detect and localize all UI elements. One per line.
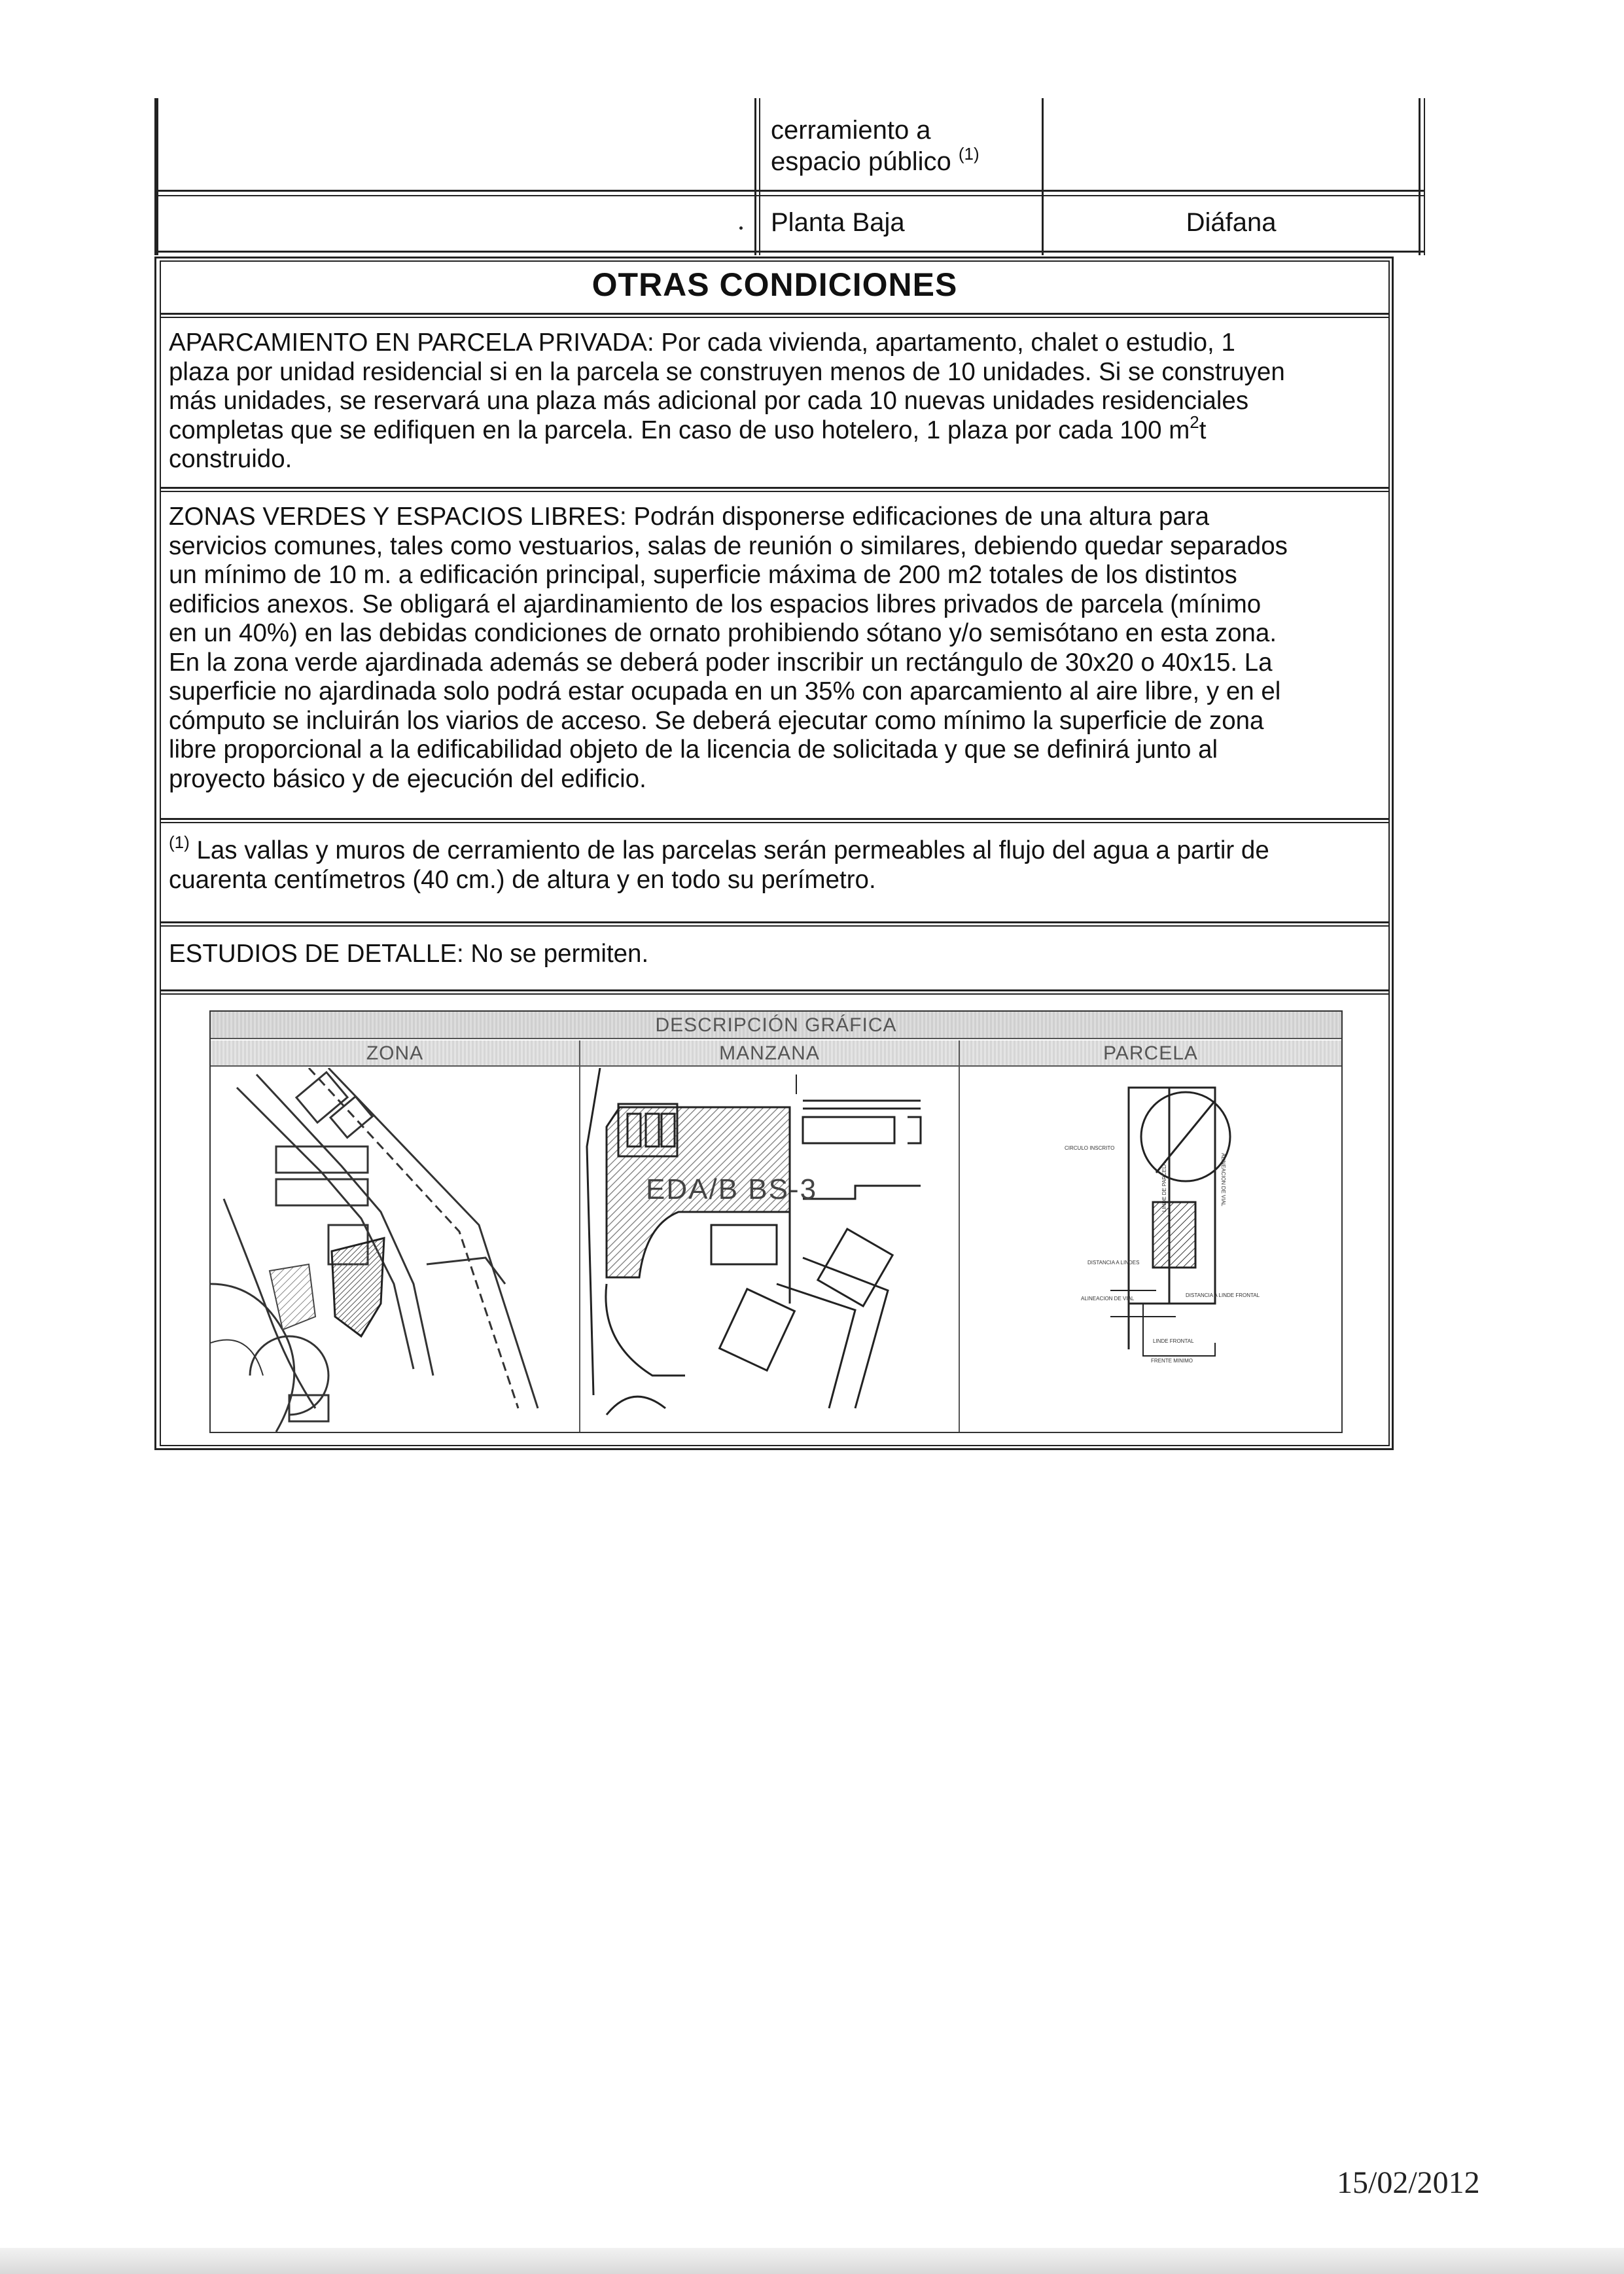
zonas-line: libre proporcional a la edificabilidad objeto de la licencia de solicitada y que se definirá junto al	[169, 736, 1218, 764]
svg-text:ALINEACION DE VIAL: ALINEACION DE VIAL	[1220, 1153, 1226, 1207]
footnote-line: cuarenta centímetros (40 cm.) de altura y en todo su perímetro.	[169, 865, 876, 894]
svg-text:LINDE FRONTAL: LINDE FRONTAL	[1153, 1338, 1194, 1344]
aparcamiento-line: más unidades, se reservará una plaza más adicional por cada 10 nuevas unidades residenciales	[169, 387, 1249, 415]
manzana-map	[580, 1068, 959, 1432]
zonas-line: En la zona verde ajardinada además se deberá poder inscribir un rectángulo de 30x20 o 40x15. La	[169, 648, 1273, 677]
aparcamiento-line: completas que se edifiquen en la parcela. En caso de uso hotelero, 1 plaza por cada 100 $m^2t$	[169, 412, 1207, 444]
cerramiento-line1: cerramiento a	[771, 116, 931, 145]
graphic-title: DESCRIPCIÓN GRÁFICA	[655, 1014, 897, 1036]
svg-text:LINDE DE PARCELA: LINDE DE PARCELA	[1161, 1162, 1167, 1212]
svg-text:DISTANCIA A LINDE FRONTAL: DISTANCIA A LINDE FRONTAL	[1186, 1292, 1260, 1298]
zonas-line: edificios anexos. Se obligará el ajardinamiento de los espacios libres privados de parcela (mínimo	[169, 590, 1262, 618]
diafana-cell: Diáfana	[1186, 208, 1277, 237]
superscript-2: 2	[1190, 412, 1199, 432]
dot-mark	[739, 226, 743, 230]
zonas-line: ZONAS VERDES Y ESPACIOS LIBRES: Podrán disponerse edificaciones de una altura para	[169, 503, 1210, 531]
manzana-label: EDA/B BS-3	[646, 1173, 818, 1205]
graphic-frame	[209, 1010, 1343, 1433]
zonas-line: en un 40%) en las debidas condiciones de ornato prohibiendo sótano y/o semisótano en esta zona.	[169, 619, 1277, 647]
svg-text:FRENTE MINIMO: FRENTE MINIMO	[1151, 1358, 1193, 1364]
estudios-paragraph: ESTUDIOS DE DETALLE: No se permiten.	[169, 940, 649, 968]
graphic-column-bar	[211, 1040, 1341, 1067]
section-title: OTRAS CONDICIONES	[591, 266, 958, 303]
cerramiento-line2: espacio público $^{(1)}$	[771, 144, 980, 176]
footnote-marker: (1)	[169, 832, 190, 852]
zonas-line: cómputo se incluirán los viarios de acceso. Se deberá ejecutar como mínimo la superficie de zona	[169, 706, 1264, 735]
footnote-ref: (1)	[958, 144, 980, 164]
svg-text:ALINEACION DE VIAL: ALINEACION DE VIAL	[1081, 1296, 1135, 1302]
parcela-diagram	[960, 1068, 1341, 1432]
footer-date: 15/02/2012	[1337, 2165, 1480, 2200]
zonas-line: proyecto básico y de ejecución del edificio.	[169, 764, 646, 793]
zona-map	[211, 1068, 579, 1432]
aparcamiento-line: APARCAMIENTO EN PARCELA PRIVADA: Por cada vivienda, apartamento, chalet o estudio, 1	[169, 329, 1235, 357]
planta-baja-cell: Planta Baja	[771, 208, 905, 237]
aparcamiento-paragraph	[169, 329, 1383, 474]
column-manzana: MANZANA	[719, 1042, 820, 1064]
zonas-line: superficie no ajardinada solo podrá estar ocupada en un 35% con aparcamiento al aire libre, y en el	[169, 677, 1281, 705]
svg-text:DISTANCIA A LINDES: DISTANCIA A LINDES	[1087, 1260, 1140, 1266]
cerramiento-cell	[771, 115, 1033, 177]
zonas-line: un mínimo de 10 m. a edificación principal, superficie máxima de 200 m2 totales de los distintos	[169, 561, 1237, 589]
zonas-line: servicios comunes, tales como vestuarios, salas de reunión o similares, debiendo quedar separados	[169, 531, 1288, 560]
column-parcela: PARCELA	[1103, 1042, 1198, 1064]
scan-edge	[0, 2248, 1624, 2274]
footnote-line: $^{(1)}$ Las vallas y muros de cerramiento de las parcelas serán permeables al flujo del agua a partir de	[169, 832, 1269, 864]
column-zona: ZONA	[366, 1042, 424, 1064]
aparcamiento-line: construido.	[169, 445, 292, 473]
svg-text:CIRCULO INSCRITO: CIRCULO INSCRITO	[1065, 1145, 1115, 1151]
zonas-verdes-paragraph	[169, 503, 1383, 794]
graphic-title-bar	[211, 1012, 1341, 1039]
aparcamiento-line: plaza por unidad residencial si en la parcela se construyen menos de 10 unidades. Si se construyen	[169, 357, 1285, 386]
footnote-paragraph	[169, 832, 1383, 895]
